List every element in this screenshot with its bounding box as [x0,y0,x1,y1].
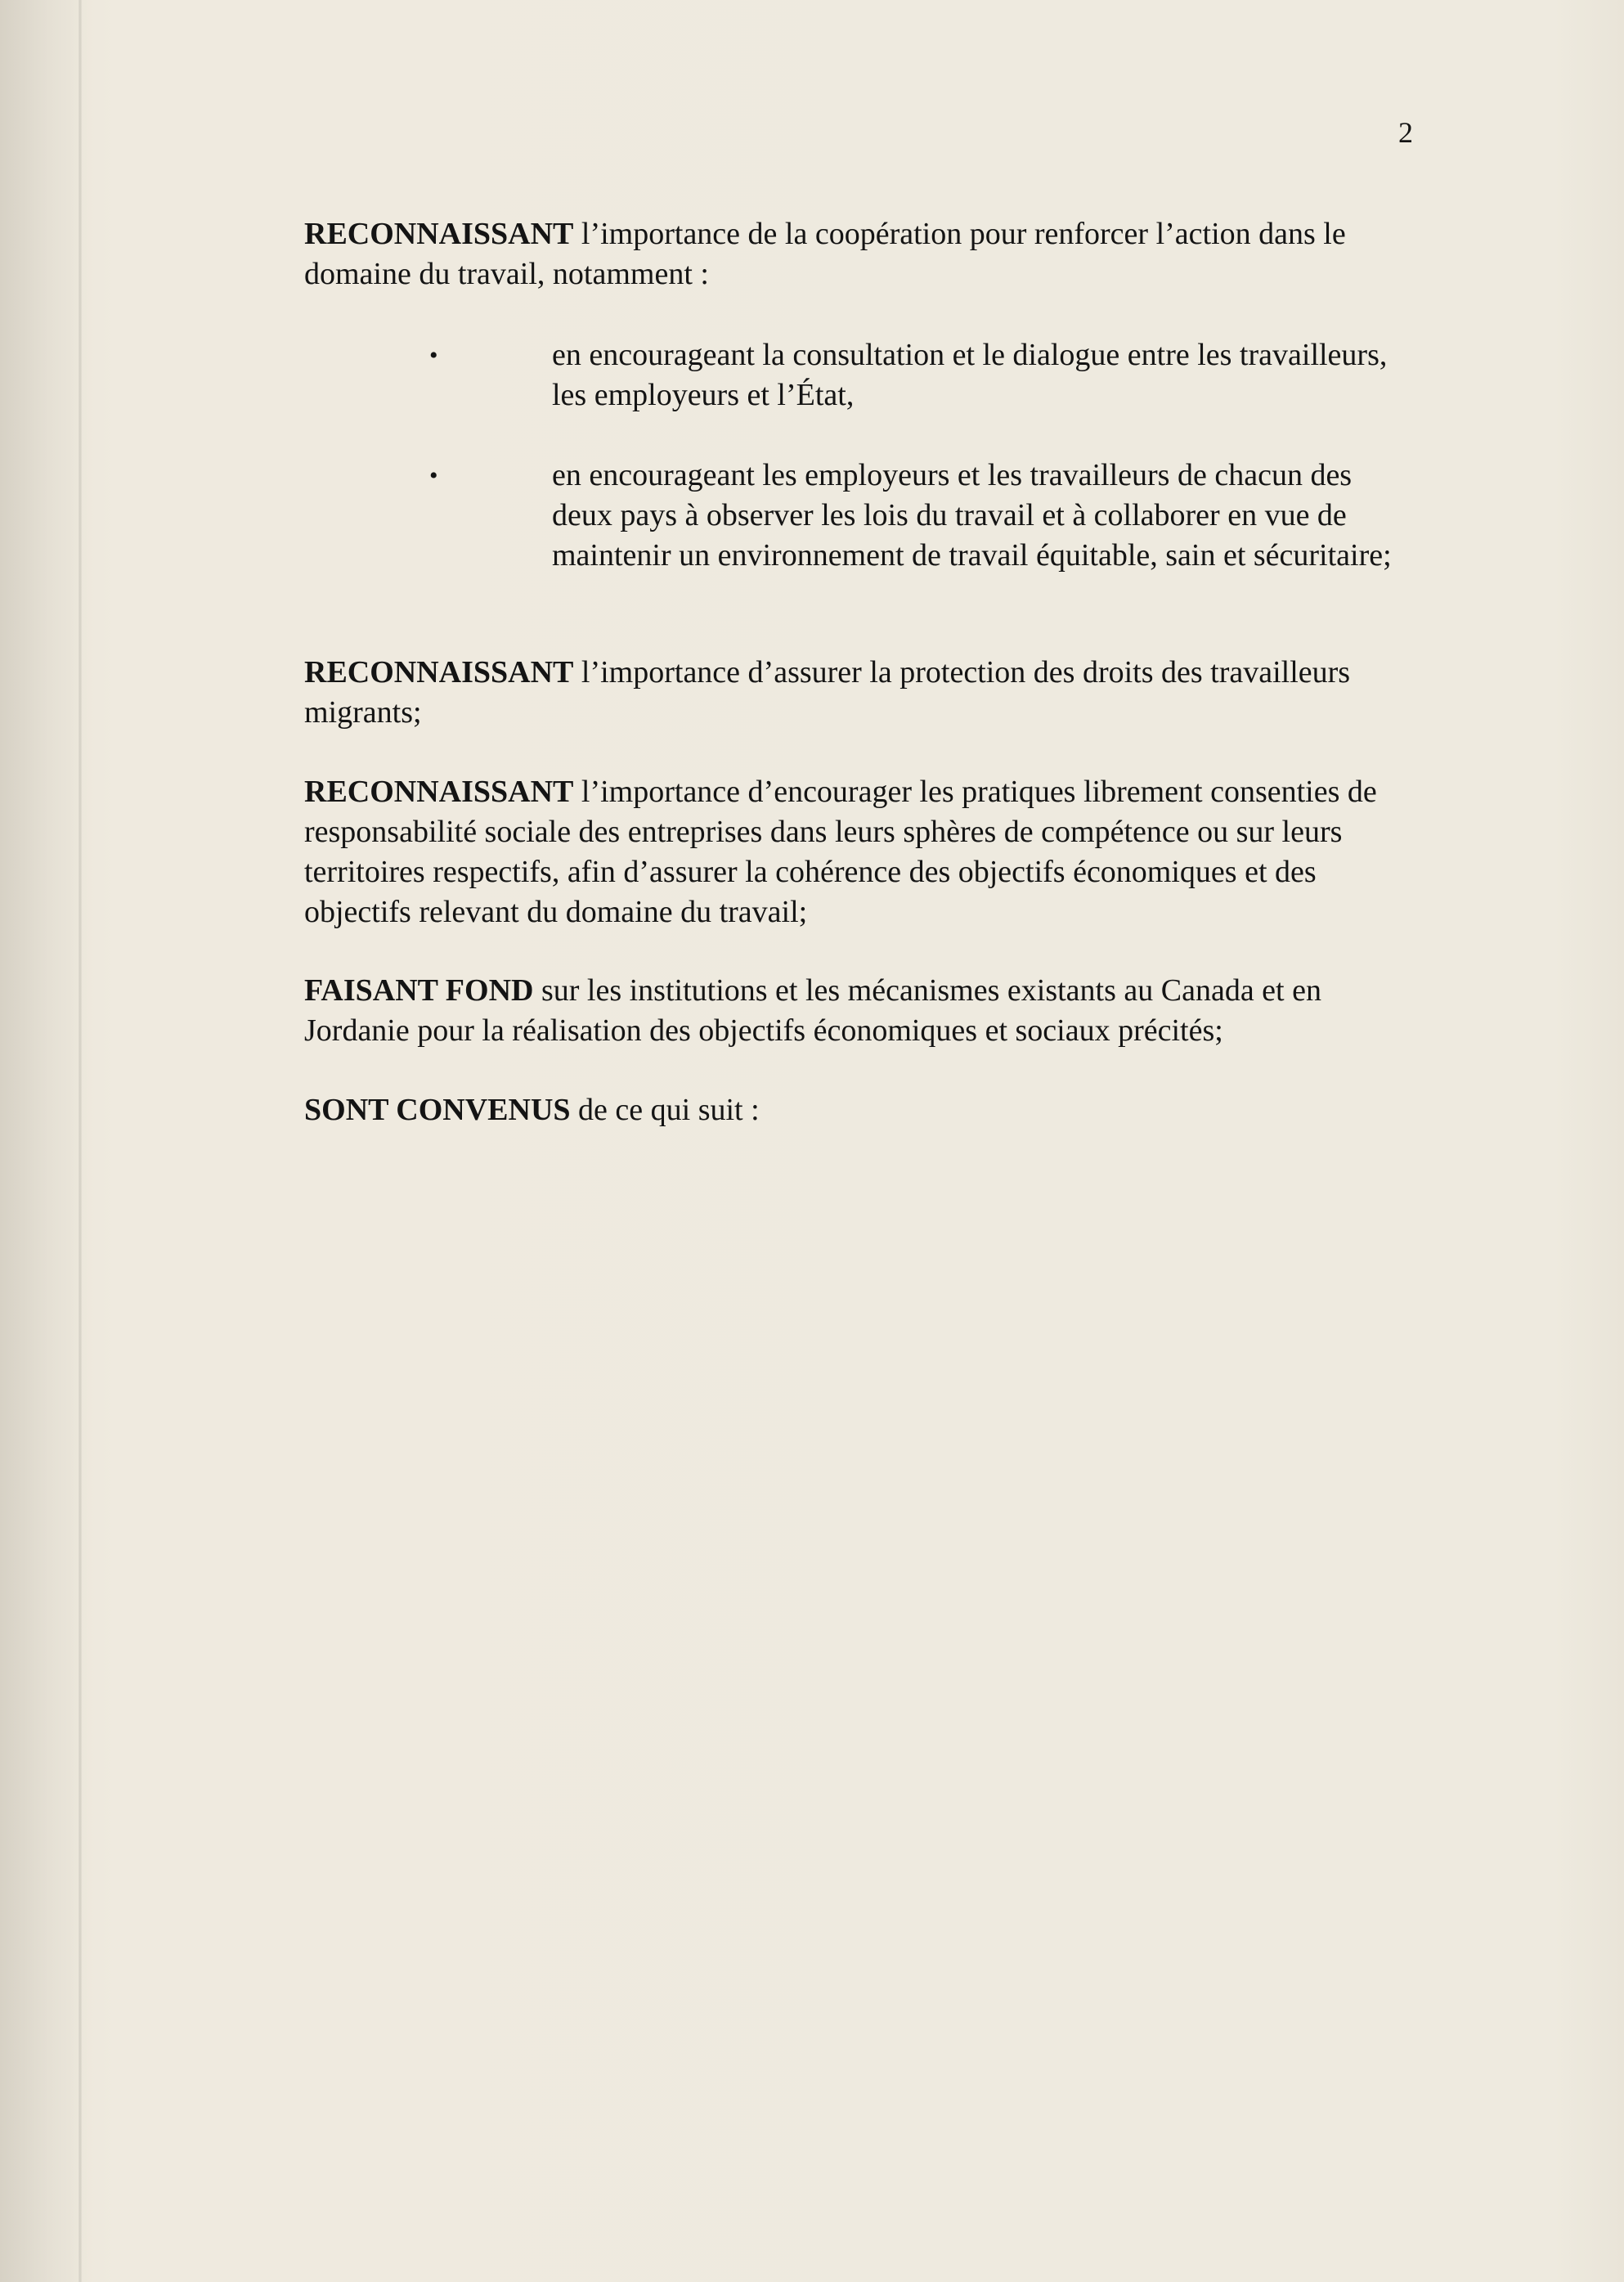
binding-shadow [0,0,90,2282]
paragraph-reconnaissant-migrants [304,653,1416,733]
paragraph-reconnaissant-cooperation [304,214,1416,294]
paragraph-lead: RECONNAISSANT [304,775,574,809]
bullet-icon: • [429,342,438,369]
paragraph-reconnaissant-responsabilite [304,772,1416,932]
paragraph-lead: FAISANT FOND [304,973,534,1008]
paragraph-lead: SONT CONVENUS [304,1093,571,1127]
paragraph-text: de ce qui suit : [570,1093,760,1127]
bullet-item-employeurs: en encourageant les employeurs et les travailleurs de chacun des deux pays à observer les lois du travail et à collaborer en vue de maintenir un environnement de travail équitable, sain et sécuritaire; [552,458,1392,573]
paragraph-sont-convenus [304,1090,1416,1130]
paragraph-faisant-fond [304,971,1416,1051]
binding-edge [79,0,82,2282]
paragraph-text: sur les institutions et les mécanismes existants au Canada et en Jordanie pour la réalisation des objectifs économiques et sociaux précités; [304,973,1321,1048]
paragraph-lead: RECONNAISSANT [304,655,574,690]
bullet-item-consultation: en encourageant la consultation et le dialogue entre les travailleurs, les employeurs et l’État, [552,338,1388,412]
paragraph-lead: RECONNAISSANT [304,217,574,251]
paragraph-text: l’importance d’assurer la protection des droits des travailleurs migrants; [304,655,1351,730]
paragraph-text: l’importance de la coopération pour renforcer l’action dans le domaine du travail, notamment : [304,217,1346,291]
page-number: 2 [1398,116,1413,149]
paragraph-text: l’importance d’encourager les pratiques librement consenties de responsabilité sociale des entreprises dans leurs sphères de compétence ou sur leurs territoires respectifs, afin d’assurer la cohérence des objectifs économiques et des objectifs relevant du domaine du travail; [304,775,1377,929]
bullet-icon: • [429,462,438,489]
